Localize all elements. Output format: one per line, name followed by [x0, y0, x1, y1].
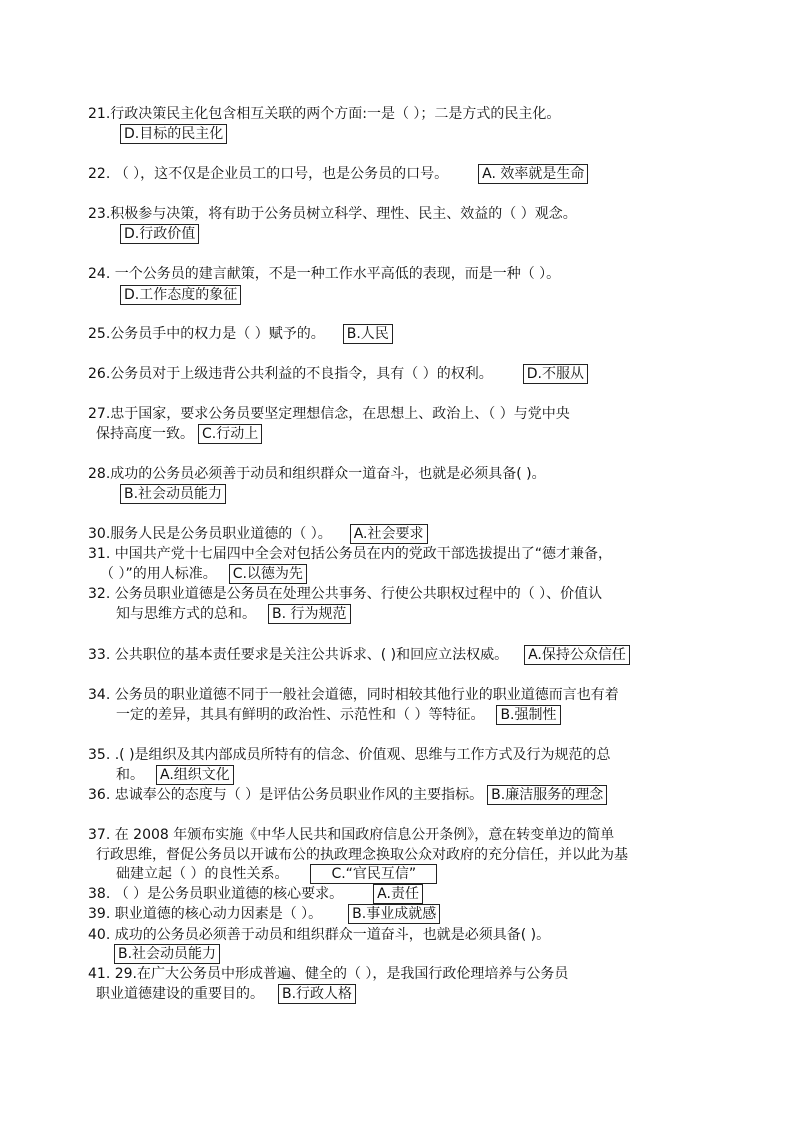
question-40-line-2 [114, 944, 220, 964]
question-21-line-2 [116, 124, 227, 144]
question-36-line-1: 36. 忠诚奉公的态度与（ ）是评估公务员职业作风的主要指标。 B.廉洁服务的理念 [88, 785, 607, 805]
question-37-line-2: 行政思维，督促公务员以开诚布公的执政理念换取公众对政府的充分信任，并以此为基 [96, 847, 628, 863]
question-27-line-1: 27.忠于国家，要求公务员要坚定理想信念，在思想上、政治上、（ ）与党中央 [88, 406, 570, 422]
question-34-line-2: 一定的差异，其具有鲜明的政治性、示范性和（ ）等特征。 B.强制性 [116, 705, 561, 725]
answer-box-23: D.行政价值 [120, 224, 199, 244]
question-25-line-1: 25.公务员手中的权力是（ ）赋予的。 B.人民 [88, 324, 393, 344]
answer-box-21: D.目标的民主化 [120, 124, 227, 144]
answer-box-40: B.社会动员能力 [114, 944, 220, 964]
answer-box-30: A.社会要求 [350, 524, 428, 544]
answer-box-35: A.组织文化 [156, 765, 234, 785]
answer-box-37: C.“官民互信” [310, 864, 437, 884]
question-32-line-1: 32. 公务员职业道德是公务员在处理公共事务、行使公共职权过程中的（ ）、价值认 [88, 586, 603, 602]
question-23-line-1: 23.积极参与决策，将有助于公务员树立科学、理性、民主、效益的（ ）观念。 [88, 206, 577, 222]
question-34-line-1: 34. 公务员的职业道德不同于一般社会道德，同时相较其他行业的职业道德而言也有着 [88, 687, 619, 703]
answer-box-38: A.责任 [373, 884, 423, 904]
question-35-line-2: 和。 A.组织文化 [116, 765, 234, 785]
answer-box-27: C.行动上 [198, 424, 262, 444]
answer-box-22: A. 效率就是生命 [478, 164, 588, 184]
question-24-line-2 [116, 285, 241, 305]
answer-box-39: B.事业成就感 [348, 904, 440, 924]
question-28-line-2 [116, 484, 226, 504]
question-21-line-1: 21.行政决策民主化包含相互关联的两个方面:一是（ ）；二是方式的民主化。 [88, 106, 561, 122]
question-23-line-2 [116, 224, 199, 244]
answer-box-34: B.强制性 [496, 705, 560, 725]
answer-box-31: C.以德为先 [229, 564, 307, 584]
question-37-line-1: 37. 在 2008 年颁布实施《中华人民共和国政府信息公开条例》，意在转变单边的简单 [88, 827, 615, 843]
answer-box-33: A.保持公众信任 [524, 645, 630, 665]
question-33-line-1: 33. 公共职位的基本责任要求是关注公共诉求、( )和回应立法权威。 A.保持公众信任 [88, 645, 630, 665]
answer-box-41: B.行政人格 [278, 984, 356, 1004]
question-26-line-1: 26.公务员对于上级违背公共利益的不良指令，具有（ ）的权利。 D.不服从 [88, 364, 588, 384]
answer-box-25: B.人民 [343, 324, 393, 344]
question-35-line-1: 35. .( )是组织及其内部成员所特有的信念、价值观、思维与工作方式及行为规范的总 [88, 747, 611, 763]
question-30-line-1: 30.服务人民是公务员职业道德的（ ）。 A.社会要求 [88, 524, 428, 544]
answer-box-28: B.社会动员能力 [120, 484, 226, 504]
question-31-line-2: （ ）”的用人标准。 C.以德为先 [100, 564, 307, 584]
answer-box-32: B. 行为规范 [268, 604, 351, 624]
question-41-line-2: 职业道德建设的重要目的。 B.行政人格 [96, 984, 356, 1004]
answer-box-36: B.廉洁服务的理念 [487, 785, 607, 805]
question-32-line-2: 知与思维方式的总和。 B. 行为规范 [116, 604, 351, 624]
answer-box-26: D.不服从 [523, 364, 588, 384]
question-39-line-1: 39. 职业道德的核心动力因素是（ ）。 B.事业成就感 [88, 904, 440, 924]
question-22-line-1: 22. （ ），这不仅是企业员工的口号，也是公务员的口号。 A. 效率就是生命 [88, 164, 588, 184]
answer-box-24: D.工作态度的象征 [120, 285, 241, 305]
question-37-line-3: 础建立起（ ）的良性关系。 C.“官民互信” [116, 864, 437, 884]
question-24-line-1: 24. 一个公务员的建言献策，不是一种工作水平高低的表现，而是一种（ ）。 [88, 266, 561, 282]
question-28-line-1: 28.成功的公务员必须善于动员和组织群众一道奋斗，也就是必须具备( )。 [88, 466, 546, 482]
question-41-line-1: 41. 29.在广大公务员中形成普遍、健全的（ ），是我国行政伦理培养与公务员 [88, 966, 569, 982]
question-38-line-1: 38. （ ）是公务员职业道德的核心要求。 A.责任 [88, 884, 423, 904]
question-27-line-2: 保持高度一致。 C.行动上 [96, 424, 262, 444]
question-31-line-1: 31. 中国共产党十七届四中全会对包括公务员在内的党政干部选拔提出了“德才兼备， [88, 546, 612, 562]
question-40-line-1: 40. 成功的公务员必须善于动员和组织群众一道奋斗，也就是必须具备( )。 [88, 927, 551, 943]
